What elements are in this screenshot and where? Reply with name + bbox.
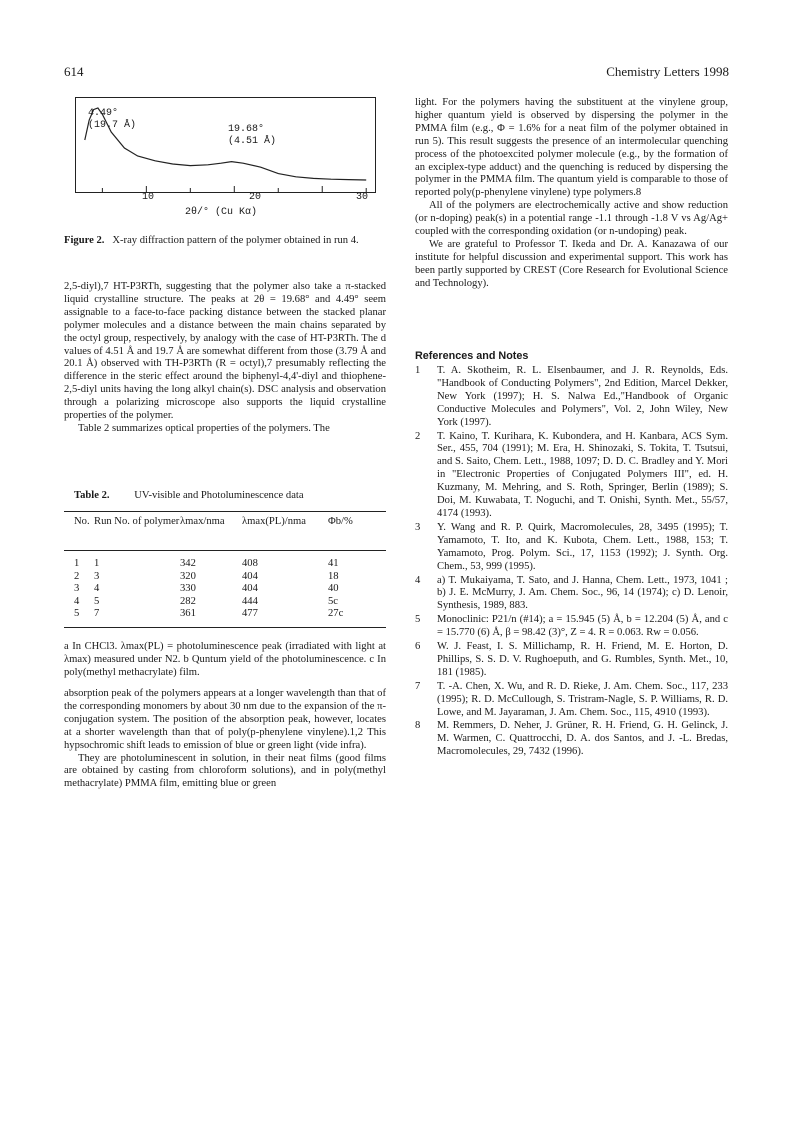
cell: 330 xyxy=(180,583,196,594)
table-header: λmax(PL)/nma xyxy=(242,516,306,527)
cell: 444 xyxy=(242,595,258,607)
reference-item xyxy=(415,431,728,521)
reference-item xyxy=(415,365,728,430)
reference-item xyxy=(415,614,728,640)
reference-item xyxy=(415,522,728,574)
table-row xyxy=(74,558,364,571)
cell: 5 xyxy=(94,595,100,607)
reference-number: 4 xyxy=(415,574,421,586)
figure-caption-label: Figure 2. xyxy=(64,235,105,246)
references-list xyxy=(415,365,728,760)
table-rule-bottom xyxy=(64,627,386,628)
right-body-text xyxy=(415,97,728,291)
cell: 320 xyxy=(180,570,196,582)
table-row xyxy=(74,583,364,596)
x-tick-label: 20 xyxy=(249,192,262,203)
reference-number: 7 xyxy=(415,680,421,692)
cell: 404 xyxy=(242,570,258,582)
paragraph: Table 2 summarizes optical properties of the polymers. The xyxy=(78,422,330,434)
reference-item xyxy=(415,575,728,614)
reference-text: a) T. Mukaiyama, T. Sato, and J. Hanna, Chem. Lett., 1973, 1041 ; b) J. E. McMurry, J. Am. Chem. Soc., 96, 14 (1974); c) D. Lenoir, Synthesis, 1989, 883. xyxy=(437,574,728,612)
reference-number: 6 xyxy=(415,641,421,653)
page-number: 614 xyxy=(64,64,84,79)
reference-text: T. A. Skotheim, R. L. Elsenbaumer, and J. R. Reynolds, Eds. "Handbook of Conducting Polymers", 2nd Edition, Marcel Dekker, New York (1997); H. S. Nalwa Ed.,"Handbook of Organic Conductive Molecules and Polymers", Vol. 2, John Wiley, New York (1997). xyxy=(437,365,728,428)
reference-text: Monoclinic: P21/n (#14); a = 15.945 (5) Å, b = 12.204 (5) Å, and c = 15.770 (6) Å, β = 98.42 (3)°, Z = 4. R = 0.063. Rw = 0.056. xyxy=(437,614,728,639)
reference-text: T. -A. Chen, X. Wu, and R. D. Rieke, J. Am. Chem. Soc., 117, 233 (1995); R. D. McCullough, S. Tristram-Nagle, S. P. Williams, R. D. Lowe, and M. Jayaraman, J. Am. Chem. Soc., 115, 4910 (1993). xyxy=(437,680,728,718)
table-header: No. xyxy=(74,516,90,527)
reference-text: W. J. Feast, I. S. Millichamp, R. H. Friend, M. E. Horton, D. Phillips, S. S. D. V. Rughoeputh, and G. Rumbles, Synth. Met., 10, 181 (1985). xyxy=(437,641,728,678)
paragraph: They are photoluminescent in solution, in their neat films (good films are obtained by casting from chloroform solutions), and in poly(methyl methacrylate) PMMA film, emitting blue or green xyxy=(64,752,386,790)
xrd-figure-frame xyxy=(75,97,376,193)
x-tick-label: 30 xyxy=(356,192,369,203)
cell: 41 xyxy=(328,558,339,569)
journal-title: Chemistry Letters 1998 xyxy=(606,64,729,79)
references-heading: References and Notes xyxy=(415,350,529,362)
table-header: Run No. of polymer xyxy=(94,516,180,527)
cell: 4 xyxy=(94,583,100,594)
cell: 342 xyxy=(180,558,196,569)
cell: 1 xyxy=(94,558,100,569)
reference-item xyxy=(415,641,728,680)
cell: 7 xyxy=(94,608,100,619)
peak1-d-spacing: (19.7 Å) xyxy=(88,120,137,131)
table-footnote: a In CHCl3. λmax(PL) = photoluminescence peak (irradiated with light at λmax) measured under N2. b Quntum yield of the photoluminescence. c In poly(methyl methacrylate) film. xyxy=(64,641,386,678)
reference-number: 3 xyxy=(415,521,421,533)
table-caption: UV-visible and Photoluminescence data xyxy=(134,490,304,501)
cell: 361 xyxy=(180,608,196,619)
reference-text: Y. Wang and R. P. Quirk, Macromolecules, 28, 3495 (1995); T. Yamamoto, T. Ito, and K. Kubota, Chem. Lett., 1988, 153; T. Yamamoto, Prog. Polym. Sci., 17, 1153 (1992); J. Synth. Org. Chem., 53, 999 (1995). xyxy=(437,521,728,572)
optical-data-table xyxy=(74,516,364,548)
cell: 2 xyxy=(74,570,80,582)
reference-number: 5 xyxy=(415,614,421,626)
cell: 4 xyxy=(74,595,80,607)
cell: 5c xyxy=(328,595,338,607)
peak1-label xyxy=(88,108,136,132)
cell: 5 xyxy=(74,608,80,619)
left-body-text-2 xyxy=(64,688,386,791)
reference-number: 8 xyxy=(415,720,421,732)
table-header: Φb/% xyxy=(328,516,353,527)
table-header: λmax/nma xyxy=(180,516,225,527)
peak2-label xyxy=(228,124,276,148)
reference-item xyxy=(415,720,728,759)
paragraph: We are grateful to Professor T. Ikeda and Dr. A. Kanazawa of our institute for helpful discussion and experimental support. This work has been partly supported by CREST (Core Research for Evolutional Science and Technology). xyxy=(415,238,728,289)
reference-item xyxy=(415,681,728,720)
cell: 404 xyxy=(242,583,258,594)
left-body-text xyxy=(64,281,386,436)
figure-caption-text: X-ray diffraction pattern of the polymer obtained in run 4. xyxy=(112,235,359,246)
reference-number: 1 xyxy=(415,365,421,376)
reference-text: M. Remmers, D. Neher, J. Grüner, R. H. Friend, G. H. Gelinck, J. M. Warmen, C. Quattrocchi, D. A. dos Santos, and J. -L. Bredas, Macromolecules, 29, 7432 (1996). xyxy=(437,720,728,758)
paragraph: All of the polymers are electrochemically active and show reduction (or n-doping) peak(s) in a potential range -1.1 through -1.8 V vs Ag/Ag+ coupled with the corresponding oxidation (or n-undoping) peak. xyxy=(415,200,728,238)
table-row xyxy=(74,596,364,609)
paragraph: light. For the polymers having the substituent at the vinylene group, higher quantum yield is observed by dispersing the polymer in the PMMA film (e.g., Φ = 1.6% for a neat film of the polymer obtained in run 5). This result suggests the presence of an intermolecular quenching process of the photoexcited polymer molecule (e.g., by the formation of an exciplex-type adduct) and the quenching is reduced by dispersing the polymer in the PMMA film. The quantum yield is comparable to those of reported poly(p-phenylene vinylene) type polymers.8 xyxy=(415,97,728,199)
optical-data-table-body xyxy=(74,558,364,621)
paragraph: 2,5-diyl),7 HT-P3RTh, suggesting that the polymer also take a π-stacked liquid crystalline structure. The peaks at 2θ = 19.68° and 4.49° seem assignable to a face-to-face packing distance between the stacked planar polymer molecules and a distance between the main chains separated by the octyl group, respectively, by analogy with the case of HT-P3RTh. The d values of 4.51 Å and 19.7 Å are somewhat different from those (3.79 Å and 20.1 Å) observed with TH-P3RTh (R = octyl),7 presumably reflecting the difference in the steric effect around the biphenyl-4,4'-diyl and thiophene-2,5-diyl units having the long alkyl chain(s). DSC analysis and observation through a polarizing microscope also supports the liquid crystalline properties of the polymer. xyxy=(64,281,386,422)
table-title xyxy=(74,490,386,503)
peak2-d-spacing: (4.51 Å) xyxy=(228,136,277,147)
x-tick-label: 10 xyxy=(142,192,155,203)
cell: 3 xyxy=(94,570,100,582)
cell: 27c xyxy=(328,608,344,619)
cell: 477 xyxy=(242,608,258,619)
peak1-angle: 4.49° xyxy=(88,108,119,119)
table-row xyxy=(74,608,364,621)
table-rule-mid xyxy=(64,550,386,551)
cell: 282 xyxy=(180,595,196,607)
cell: 1 xyxy=(74,558,80,569)
paragraph: absorption peak of the polymers appears at a longer wavelength than that of the corresponding monomers by about 30 nm due to the expansion of the π-conjugation system. The position of the absorption peak, however, locates at a shorter wavelength than that of poly(p-phenylene vinylene).1,2 This hypsochromic shift leads to emission of blue or green light (vide infra). xyxy=(64,688,386,751)
cell: 408 xyxy=(242,558,258,569)
table-header-row xyxy=(74,516,364,548)
cell: 40 xyxy=(328,583,339,594)
peak2-angle: 19.68° xyxy=(228,124,265,135)
reference-text: T. Kaino, T. Kurihara, K. Kubondera, and H. Kanbara, ACS Sym. Ser., 455, 704 (1991); M. Era, H. Shinozaki, S. Tokita, T. Tsutsui, and S. Saito, Chem. Lett., 1988, 1097; D. D. C. Bradley and Y. Mori in "Electronic Properties of Conjugated Polymers III", ed. H. Kuzmany, M. Mehring, and S. Roth, Springer, Berlin (1989); S. Doi, M. Kuwabata, T. Noguchi, and T. Onishi, Synth. Met., 55/57, 4174 (1993). xyxy=(437,430,728,519)
cell: 3 xyxy=(74,583,80,594)
reference-number: 2 xyxy=(415,430,421,442)
cell: 18 xyxy=(328,570,339,582)
table-rule-top xyxy=(64,511,386,512)
figure-caption xyxy=(64,235,386,248)
table-label: Table 2. xyxy=(74,490,110,501)
table-row xyxy=(74,571,364,584)
x-axis-label: 2θ/° (Cu Kα) xyxy=(185,207,258,218)
